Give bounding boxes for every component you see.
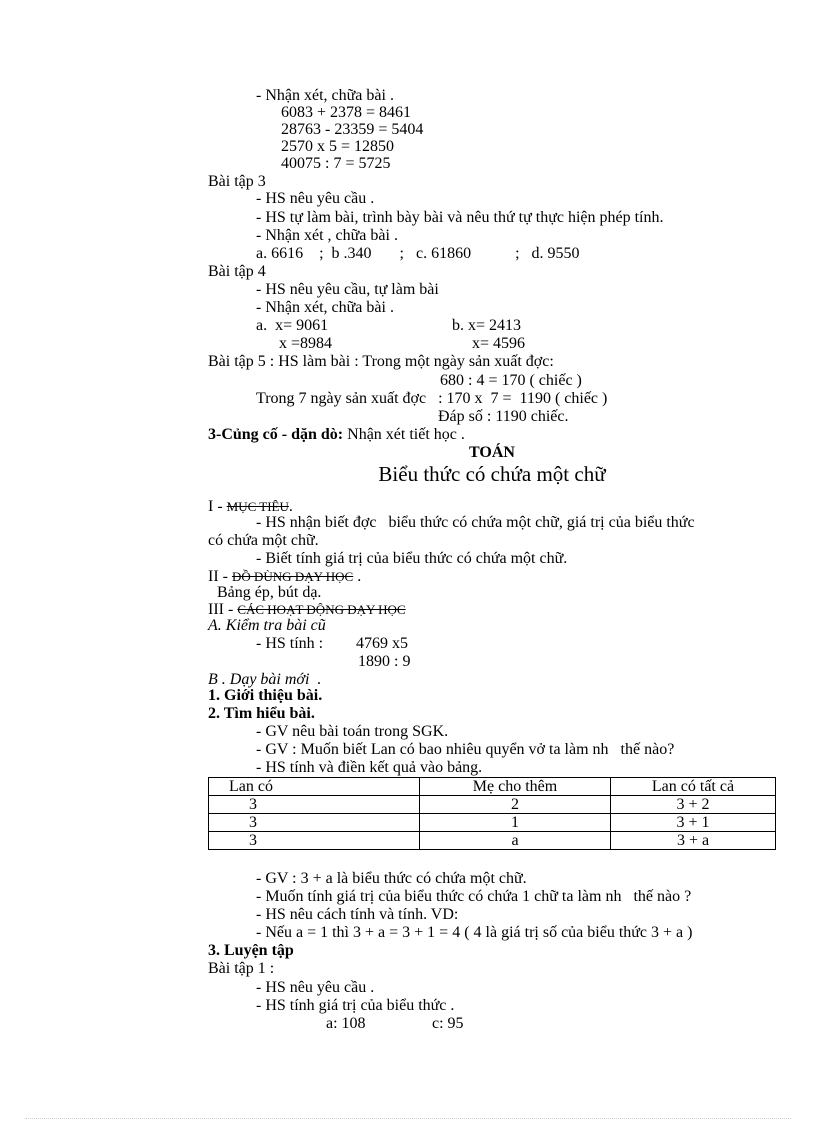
final-answer: Đáp số : 1190 chiếc. bbox=[438, 408, 569, 425]
summary-text: Nhận xét tiết học . bbox=[343, 426, 465, 443]
answer-c: c: 95 bbox=[432, 1015, 464, 1032]
calc-line: 6083 + 2378 = 8461 bbox=[281, 104, 412, 121]
text-line: - HS tính và điền kết quả vào bảng. bbox=[256, 759, 483, 776]
answer-b1: b. x= 2413 bbox=[452, 317, 522, 334]
section-title: CÁC HOẠT ĐỘNG DẠY HỌC bbox=[237, 602, 406, 617]
lesson-title: Biểu thức có chứa một chữ bbox=[378, 462, 606, 486]
text-line: - GV : 3 + a là biểu thức có chứa một chữ. bbox=[256, 870, 527, 887]
text-line: - Nếu a = 1 thì 3 + a = 3 + 1 = 4 ( 4 là giá trị số của biểu thức 3 + a ) bbox=[256, 924, 693, 941]
section-suffix: . bbox=[288, 498, 293, 515]
answer-a: a: 108 bbox=[326, 1015, 366, 1032]
page-bottom-divider bbox=[25, 1118, 791, 1119]
table-cell: 3 + 1 bbox=[611, 814, 776, 832]
text-line: - Nhận xét, chữa bài . bbox=[256, 87, 394, 104]
table-cell: 3 bbox=[209, 832, 420, 850]
table-header-row bbox=[209, 778, 776, 796]
text-line: - Nhận xét , chữa bài . bbox=[256, 227, 398, 244]
table-cell: 3 + a bbox=[611, 832, 776, 850]
text-line: - Nhận xét, chữa bài . bbox=[256, 299, 394, 316]
table-row bbox=[209, 832, 776, 850]
calc-line: 680 : 4 = 170 ( chiếc ) bbox=[440, 372, 582, 389]
step-1-title: 1. Giới thiệu bài. bbox=[208, 687, 323, 704]
part-b-title: B . Dạy bài mới . bbox=[208, 671, 322, 688]
exercise-4-title: Bài tập 4 bbox=[208, 263, 266, 280]
text-line: - Biết tính giá trị của biểu thức có chứa một chữ. bbox=[256, 550, 568, 567]
table-header: Lan có tất cả bbox=[611, 778, 776, 796]
text-line: Bảng ép, bút dạ. bbox=[217, 584, 322, 601]
step-3-title: 3. Luyện tập bbox=[208, 942, 294, 959]
text-line: Trong 7 ngày sản xuất đợc : 170 x 7 = 1190 ( chiếc ) bbox=[256, 390, 608, 407]
calc-line: 1890 : 9 bbox=[358, 653, 411, 670]
subject-title: TOÁN bbox=[469, 444, 515, 461]
section-title: MỤC TIÊU bbox=[226, 499, 289, 514]
table-cell: 3 bbox=[209, 814, 420, 832]
table-cell: 2 bbox=[420, 796, 611, 814]
text-line: - HS nêu yêu cầu, tự làm bài bbox=[256, 281, 439, 298]
table-cell: a bbox=[420, 832, 611, 850]
text-line: - GV nêu bài toán trong SGK. bbox=[256, 723, 449, 740]
calc-line: 4769 x5 bbox=[356, 635, 408, 652]
answer-a2: x =8984 bbox=[279, 335, 333, 352]
text-line: - HS nêu yêu cầu . bbox=[256, 979, 375, 996]
text-line: - HS nhận biết đợc biểu thức có chứa một chữ, giá trị của biểu thức bbox=[256, 514, 695, 531]
summary-line bbox=[208, 426, 465, 444]
table-cell: 3 bbox=[209, 796, 420, 814]
text-line: - HS tính : bbox=[256, 635, 324, 652]
exercise-5-title: Bài tập 5 : HS làm bài : Trong một ngày sản xuất đợc: bbox=[208, 353, 554, 370]
text-line: - HS tự làm bài, trình bày bài và nêu thứ tự thực hiện phép tính. bbox=[256, 209, 664, 226]
answer-b2: x= 4596 bbox=[472, 335, 526, 352]
section-suffix: . bbox=[353, 568, 362, 585]
calc-line: 2570 x 5 = 12850 bbox=[281, 138, 395, 155]
section-prefix: II - bbox=[208, 568, 232, 585]
table-row bbox=[209, 796, 776, 814]
text-line: - HS nêu yêu cầu . bbox=[256, 190, 375, 207]
part-a-title: A. Kiểm tra bài cũ bbox=[208, 617, 326, 634]
section-prefix: III - bbox=[208, 601, 238, 618]
text-line: - HS tính giá trị của biểu thức . bbox=[256, 997, 455, 1014]
exercise-3-title: Bài tập 3 bbox=[208, 173, 266, 190]
calc-line: 40075 : 7 = 5725 bbox=[281, 155, 391, 172]
text-line: - GV : Muốn biết Lan có bao nhiêu quyển vở ta làm nh thế nào? bbox=[256, 741, 675, 758]
text-line: có chứa một chữ. bbox=[208, 532, 319, 549]
table-cell: 1 bbox=[420, 814, 611, 832]
answer-a1: a. x= 9061 bbox=[256, 317, 329, 334]
answers-line: a. 6616 ; b .340 ; c. 61860 ; d. 9550 bbox=[256, 245, 580, 262]
values-table bbox=[208, 777, 776, 850]
summary-heading: 3-Củng cố - dặn dò: bbox=[208, 426, 344, 443]
section-prefix: I - bbox=[208, 498, 227, 515]
section-title: ĐỒ DÙNG DẠY HỌC bbox=[231, 569, 354, 584]
table-row bbox=[209, 814, 776, 832]
step-2-title: 2. Tìm hiểu bài. bbox=[208, 705, 315, 722]
exercise-1-title: Bài tập 1 : bbox=[208, 960, 275, 977]
calc-line: 28763 - 23359 = 5404 bbox=[281, 121, 424, 138]
text-line: - Muốn tính giá trị của biểu thức có chứa 1 chữ ta làm nh thế nào ? bbox=[256, 888, 692, 905]
table-header: Lan có bbox=[209, 778, 420, 796]
table-cell: 3 + 2 bbox=[611, 796, 776, 814]
text-line: - HS nêu cách tính và tính. VD: bbox=[256, 906, 459, 923]
table-header: Mẹ cho thêm bbox=[420, 778, 611, 796]
